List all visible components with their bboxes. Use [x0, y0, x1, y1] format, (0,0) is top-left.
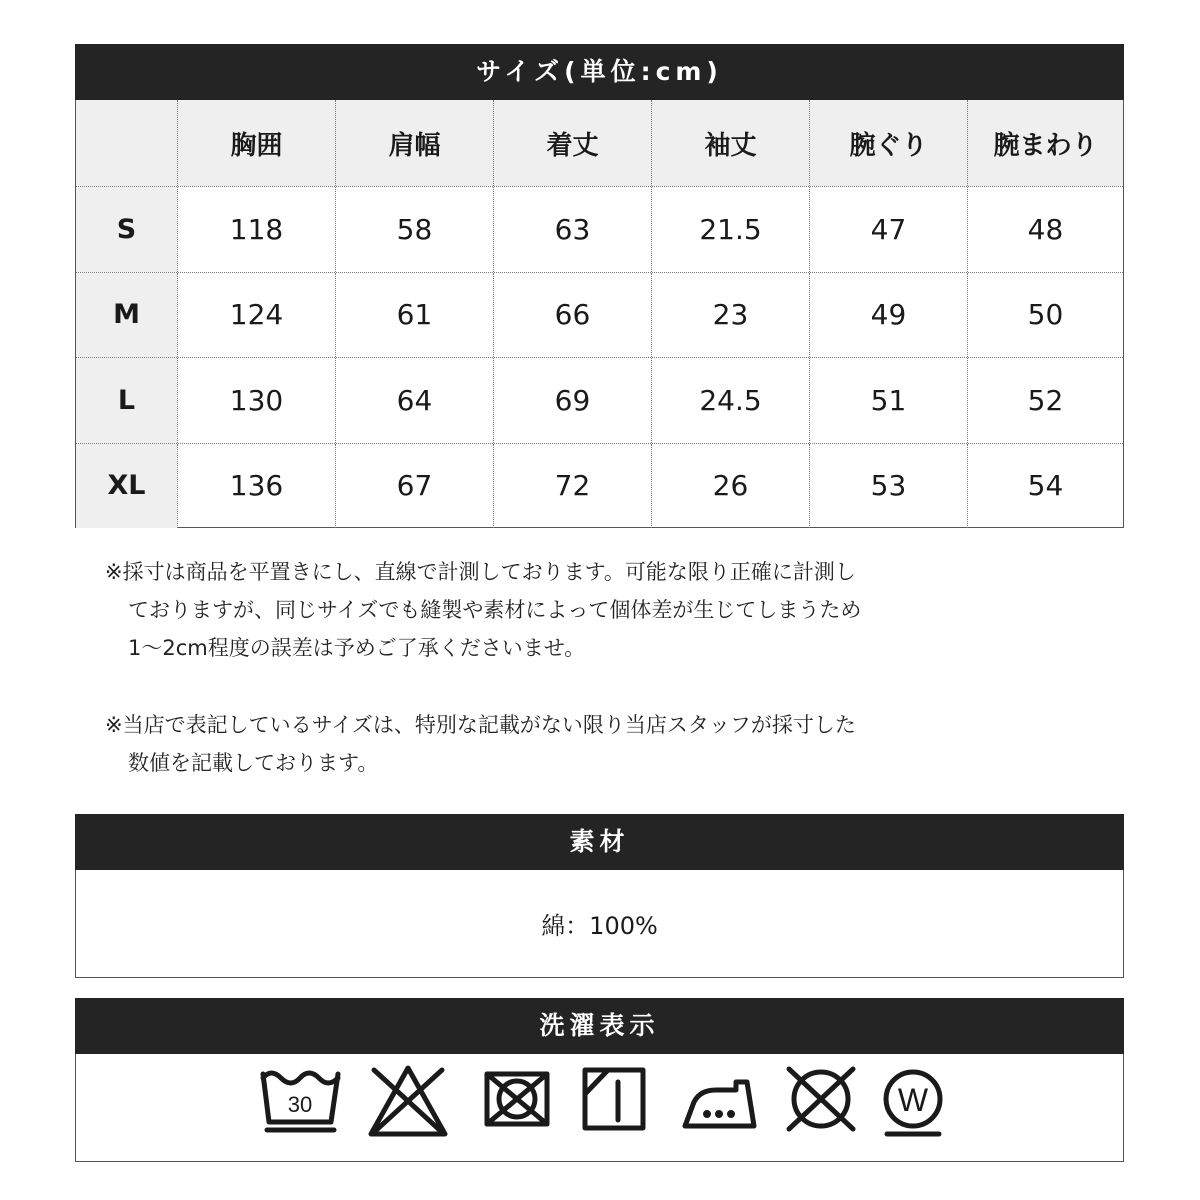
measurement-cell: 53: [809, 444, 967, 529]
corner-cell: [76, 100, 177, 186]
size-row: [76, 186, 1123, 272]
note-line: ※採寸は商品を平置きにし、直線で計測しております。可能な限り正確に計測し: [105, 560, 856, 584]
measurement-cell: 24.5: [651, 358, 809, 443]
size-table: [75, 100, 1124, 528]
measurement-cell: 51: [809, 358, 967, 443]
measurement-cell: 52: [967, 358, 1123, 443]
size-row: [76, 272, 1123, 358]
material-section-title: 素材: [75, 814, 1124, 870]
measurement-cell: 48: [967, 187, 1123, 272]
size-section-title: サイズ(単位:cm): [75, 44, 1124, 100]
material-value: 綿：100%: [75, 870, 1124, 978]
measurement-cell: 50: [967, 273, 1123, 358]
size-label: L: [76, 358, 177, 443]
no-tumble-dry-icon: [487, 1074, 547, 1124]
no-dry-clean-icon: [789, 1069, 853, 1129]
size-row: [76, 357, 1123, 443]
measurement-cell: 21.5: [651, 187, 809, 272]
note-line: ておりますが、同じサイズでも縫製や素材によって個体差が生じてしまうため: [128, 598, 862, 622]
column-header: 胸囲: [177, 100, 335, 186]
measurement-cell: 23: [651, 273, 809, 358]
measurement-cell: 66: [493, 273, 651, 358]
wash-tub-30-icon: [263, 1073, 338, 1130]
note-line: 1〜2cm程度の誤差は予めご了承くださいませ。: [128, 636, 586, 660]
size-row: [76, 443, 1123, 529]
measurement-cell: 72: [493, 444, 651, 529]
measurement-cell: 124: [177, 273, 335, 358]
column-header: 袖丈: [651, 100, 809, 186]
size-label: S: [76, 187, 177, 272]
measurement-cell: 64: [335, 358, 493, 443]
wet-clean-icon: [886, 1072, 940, 1134]
measurement-cell: 58: [335, 187, 493, 272]
size-table-header: [76, 100, 1123, 186]
measurement-cell: 63: [493, 187, 651, 272]
measurement-cell: 136: [177, 444, 335, 529]
note-line: ※当店で表記しているサイズは、特別な記載がない限り当店スタッフが採寸した: [105, 713, 856, 737]
measurement-cell: 130: [177, 358, 335, 443]
column-header: 着丈: [493, 100, 651, 186]
measurement-cell: 54: [967, 444, 1123, 529]
no-bleach-icon: [371, 1068, 445, 1134]
wet-clean-label: W: [897, 1082, 929, 1118]
measurement-cell: 47: [809, 187, 967, 272]
size-source-note: [105, 706, 856, 782]
note-line: 数値を記載しております。: [128, 751, 379, 775]
iron-low-icon: [685, 1082, 754, 1126]
measurement-cell: 49: [809, 273, 967, 358]
size-label: M: [76, 273, 177, 358]
measurement-cell: 118: [177, 187, 335, 272]
line-dry-icon: [585, 1070, 643, 1128]
measurement-cell: 67: [335, 444, 493, 529]
measurement-cell: 61: [335, 273, 493, 358]
wash-section-title: 洗濯表示: [75, 998, 1124, 1054]
column-header: 腕まわり: [967, 100, 1123, 186]
wash-temp-label: 30: [287, 1092, 313, 1117]
column-header: 肩幅: [335, 100, 493, 186]
wash-symbols: [75, 1054, 1124, 1162]
column-header: 腕ぐり: [809, 100, 967, 186]
measurement-cell: 69: [493, 358, 651, 443]
size-label: XL: [76, 444, 177, 529]
measurement-cell: 26: [651, 444, 809, 529]
measurement-note: [105, 553, 861, 667]
